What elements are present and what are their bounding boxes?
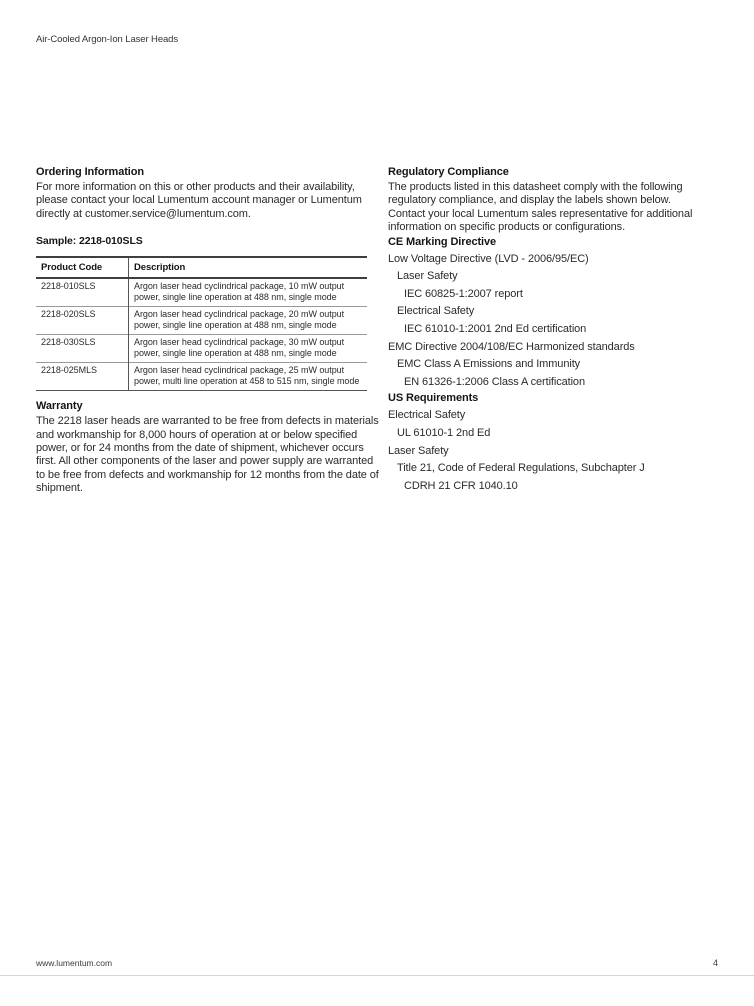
compliance-item: Electrical Safety	[388, 409, 466, 422]
product-code-cell: 2218-010SLS	[36, 278, 129, 307]
ordering-information-body	[36, 181, 380, 221]
footer-url-link[interactable]: www.lumentum.com	[36, 958, 113, 968]
compliance-item: UL 61010-1 2nd Ed	[397, 426, 491, 439]
compliance-item: Laser Safety	[397, 270, 458, 283]
regulatory-body-1: The products listed in this datasheet comply with the following regulatory compliance, and display the labels shown below.	[388, 181, 683, 207]
description-cell: Argon laser head cyclindrical package, 25 mW output power, multi line operation at 458 to 515 nm, single mode	[129, 363, 368, 391]
compliance-item: Low Voltage Directive (LVD - 2006/95/EC)	[388, 252, 589, 265]
ce-marking-directive-title: CE Marking Directive	[388, 235, 497, 248]
table-row	[36, 363, 367, 391]
product-code-header: Product Code	[36, 257, 129, 278]
us-compliance-list	[388, 407, 724, 495]
description-cell: Argon laser head cyclindrical package, 30 mW output power, single line operation at 488 nm, single mode	[129, 335, 368, 363]
warranty-title: Warranty	[36, 400, 83, 413]
footer-divider	[0, 975, 754, 976]
compliance-item: Laser Safety	[388, 444, 449, 457]
table-row	[36, 335, 367, 363]
warranty-body: The 2218 laser heads are warranted to be free from defects in materials and workmanship for 8,000 hours of operation at or below specified power, or for 24 months from the date of shipment, whichever occurs first. All other components of the laser and power supply are warranted to be free from defects and workmanship for 12 months from the date of shipment.	[36, 415, 379, 495]
regulatory-body-2: Contact your local Lumentum sales representative for additional information on specific products or configurations.	[388, 207, 693, 234]
compliance-item: EMC Directive 2004/108/EC Harmonized standards	[388, 340, 635, 353]
ce-compliance-list	[388, 251, 724, 392]
compliance-item: EN 61326-1:2006 Class A certification	[404, 375, 585, 388]
regulatory-compliance-title: Regulatory Compliance	[388, 166, 509, 178]
compliance-item: Electrical Safety	[397, 305, 475, 318]
ordering-table-body	[36, 278, 367, 391]
page-number: 4	[712, 958, 718, 968]
table-row	[36, 307, 367, 335]
right-column	[388, 165, 724, 495]
product-code-cell: 2218-020SLS	[36, 307, 129, 335]
left-column	[36, 165, 380, 496]
compliance-item: EMC Class A Emissions and Immunity	[397, 358, 581, 371]
table-header-row	[36, 257, 367, 278]
product-code-cell: 2218-030SLS	[36, 335, 129, 363]
description-cell: Argon laser head cyclindrical package, 10 mW output power, single line operation at 488 nm, single mode	[134, 281, 345, 303]
compliance-item: CDRH 21 CFR 1040.10	[404, 479, 518, 492]
warranty-section	[36, 399, 380, 495]
compliance-item: IEC 60825-1:2007 report	[404, 287, 523, 300]
ordering-table	[36, 256, 367, 391]
sample-label: Sample: 2218-010SLS	[36, 235, 143, 248]
ordering-body-period: .	[247, 207, 251, 220]
ordering-table-head	[36, 257, 367, 278]
compliance-item: Title 21, Code of Federal Regulations, Subchapter J	[397, 462, 645, 475]
ordering-information-title: Ordering Information	[36, 166, 145, 178]
us-requirements-title: US Requirements	[388, 392, 479, 405]
table-row	[36, 278, 367, 307]
product-code-cell: 2218-025MLS	[36, 363, 129, 391]
compliance-item: IEC 61010-1:2001 2nd Ed certification	[404, 323, 587, 335]
description-cell: Argon laser head cyclindrical package, 20 mW output power, single line operation at 488 nm, single mode	[129, 307, 368, 335]
description-header: Description	[129, 257, 368, 278]
ordering-body-text: For more information on this or other products and their availability, please contact your local Lumentum account manager or Lumentum directly at	[36, 181, 362, 220]
document-header: Air-Cooled Argon-Ion Laser Heads	[36, 34, 179, 45]
email-link[interactable]: customer.service@lumentum.com	[84, 207, 248, 220]
